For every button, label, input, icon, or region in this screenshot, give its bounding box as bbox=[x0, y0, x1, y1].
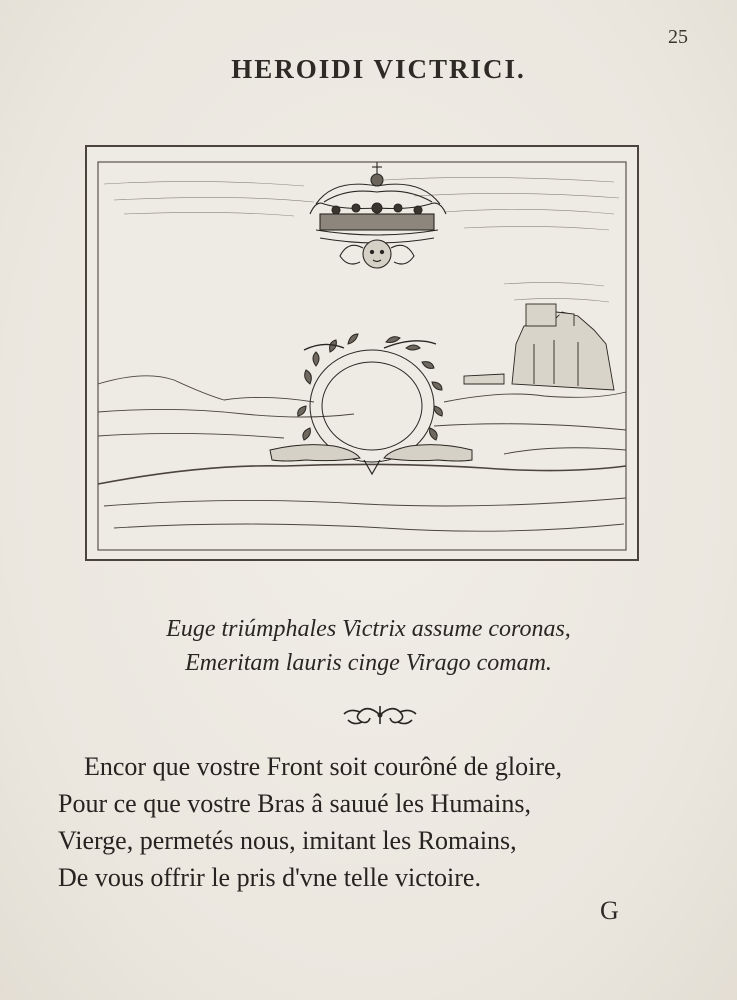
latin-verse bbox=[0, 612, 737, 680]
engraving-illustration bbox=[84, 144, 640, 564]
french-verse-line: Pour ce que vostre Bras â sauué les Humains, bbox=[58, 789, 531, 818]
french-verse-line: Encor que vostre Front soit courôné de gloire, bbox=[84, 752, 562, 781]
french-verse-line: Vierge, permetés nous, imitant les Romains, bbox=[58, 826, 517, 855]
latin-verse-line: Euge triúmphales Victrix assume coronas, bbox=[166, 616, 571, 642]
page-title: HEROIDI VICTRICI. bbox=[231, 54, 526, 84]
french-verse-line: De vous offrir le pris d'vne telle victoire. bbox=[58, 863, 481, 892]
latin-verse-line: Emeritam lauris cinge Virago comam. bbox=[185, 650, 552, 676]
fleuron-ornament-icon bbox=[340, 700, 420, 730]
signature-letter: G bbox=[600, 896, 619, 925]
page-number: 25 bbox=[668, 26, 688, 48]
french-verse bbox=[58, 748, 718, 896]
